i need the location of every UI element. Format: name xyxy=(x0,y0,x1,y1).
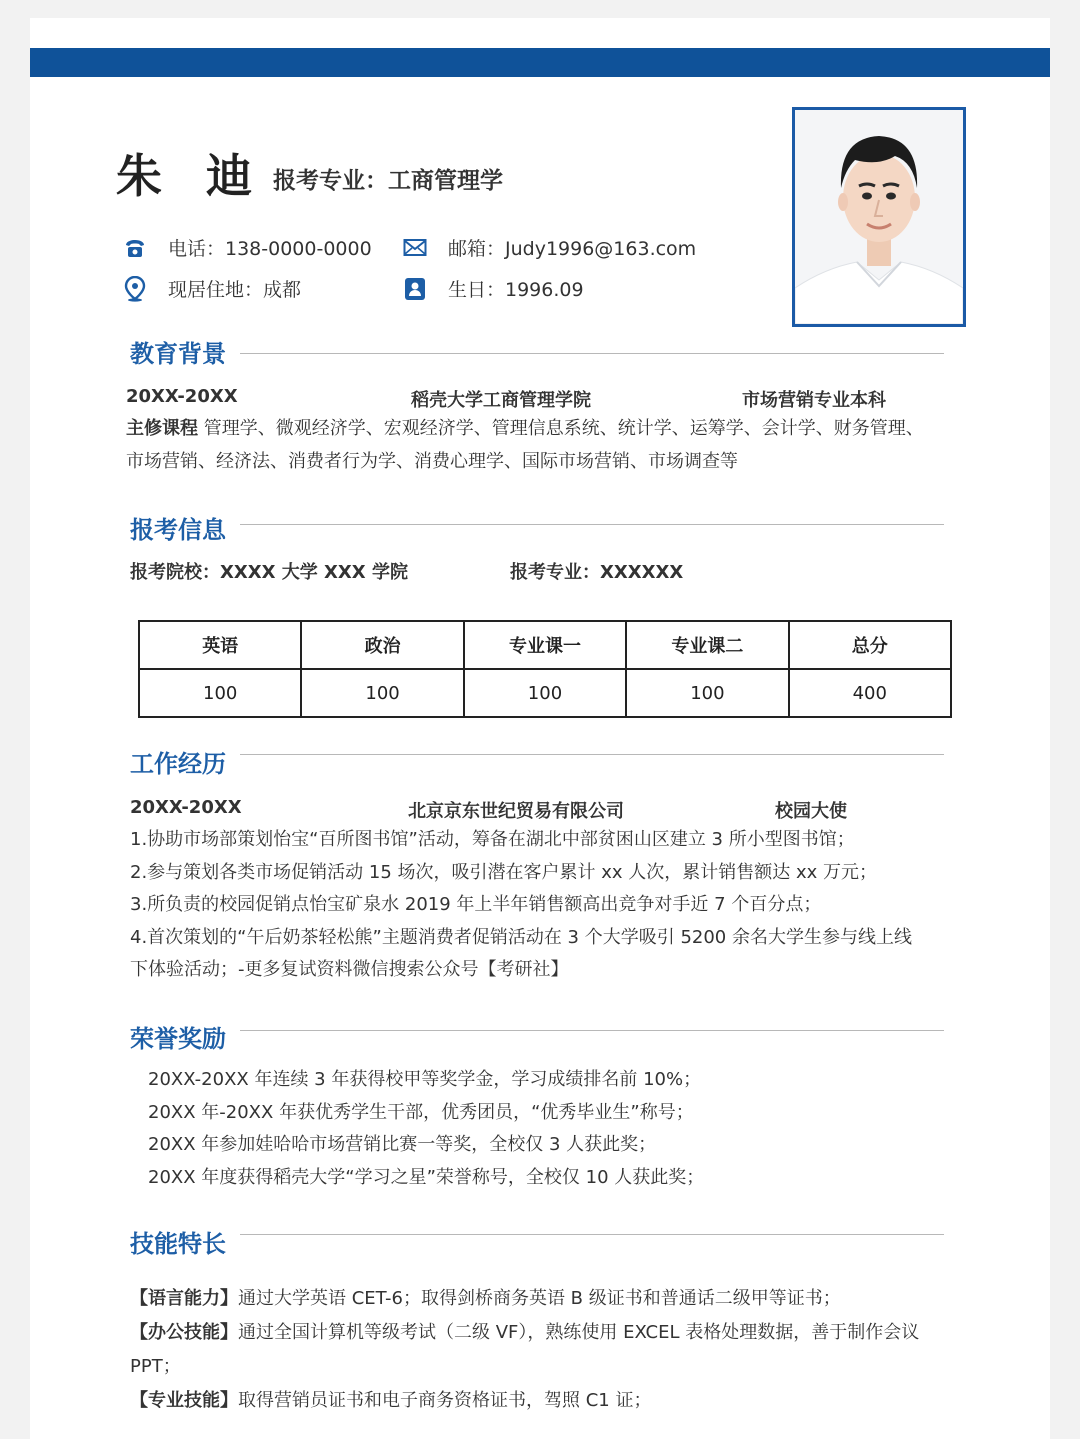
skill-label: 【语言能力】 xyxy=(130,1288,238,1309)
education-school: 稻壳大学工商管理学院 xyxy=(411,390,591,411)
score-header: 政治 xyxy=(301,621,463,669)
resume-page xyxy=(30,18,1050,1439)
target-major: 报考专业：工商管理学 xyxy=(273,168,503,194)
skills-title: 技能特长 xyxy=(130,1230,226,1258)
education-divider xyxy=(240,353,944,354)
skill-text: 通过全国计算机等级考试（二级 VF），熟练使用 EXCEL 表格处理数据，善于制作会议 xyxy=(238,1322,920,1343)
envelope-icon xyxy=(402,235,428,261)
contact-email xyxy=(402,234,696,261)
contact-birthday xyxy=(402,275,584,302)
honors-items xyxy=(148,1064,998,1194)
exam-major: 报考专业：XXXXXX xyxy=(510,562,684,583)
education-title: 教育背景 xyxy=(130,340,226,368)
work-divider xyxy=(240,754,944,755)
phone-icon xyxy=(122,235,148,261)
skill-label: 【办公技能】 xyxy=(130,1322,238,1343)
courses-line-2: 市场营销、经济法、消费者行为学、消费心理学、国际市场营销、市场调查等 xyxy=(126,450,738,472)
work-items xyxy=(130,824,1000,987)
honor-item: 20XX 年参加娃哈哈市场营销比赛一等奖，全校仅 3 人获此奖； xyxy=(148,1134,657,1155)
score-table-header-row xyxy=(139,621,951,669)
exam-title: 报考信息 xyxy=(130,516,226,544)
candidate-name: 朱 迪 xyxy=(116,149,267,203)
work-company: 北京京东世纪贸易有限公司 xyxy=(408,801,624,822)
skill-professional xyxy=(130,1384,1010,1418)
score-table xyxy=(138,620,952,718)
education-degree: 市场营销专业本科 xyxy=(742,390,886,411)
work-role: 校园大使 xyxy=(775,801,847,822)
work-item: 1.协助市场部策划怡宝“百所图书馆”活动，筹备在湖北中部贫困山区建立 3 所小型图书馆； xyxy=(130,829,855,850)
contact-phone xyxy=(122,234,372,261)
honor-item: 20XX-20XX 年连续 3 年获得校甲等奖学金，学习成绩排名前 10%； xyxy=(148,1069,702,1090)
skill-text: 通过大学英语 CET-6；取得剑桥商务英语 B 级证书和普通话二级甲等证书； xyxy=(238,1288,841,1309)
skill-office-continued: PPT； xyxy=(130,1356,181,1377)
work-item: 下体验活动；-更多复试资料微信搜索公众号【考研社】 xyxy=(130,959,569,980)
education-courses xyxy=(126,413,986,478)
work-item: 3.所负责的校园促销点怡宝矿泉水 2019 年上半年销售额高出竞争对手近 7 个百分点； xyxy=(130,894,822,915)
skill-language xyxy=(130,1282,1010,1316)
skills-list xyxy=(130,1282,1010,1418)
score-cell: 400 xyxy=(789,669,951,717)
education-period: 20XX-20XX xyxy=(126,386,238,407)
courses-line-1: 管理学、微观经济学、宏观经济学、管理信息系统、统计学、运筹学、会计学、财务管理、 xyxy=(203,418,924,439)
honor-item: 20XX 年度获得稻壳大学“学习之星”荣誉称号，全校仅 10 人获此奖； xyxy=(148,1166,705,1188)
score-cell: 100 xyxy=(139,669,301,717)
honors-title: 荣誉奖励 xyxy=(130,1025,226,1053)
score-header: 英语 xyxy=(139,621,301,669)
skill-text: 取得营销员证书和电子商务资格证书，驾照 C1 证； xyxy=(238,1390,652,1411)
top-accent-bar xyxy=(30,48,1050,77)
score-table-row xyxy=(139,669,951,717)
id-card-icon xyxy=(402,276,428,302)
score-header: 专业课二 xyxy=(626,621,788,669)
work-item: 2.参与策划各类市场促销活动 15 场次，吸引潜在客户累计 xx 人次，累计销售额达 xx 万元； xyxy=(130,861,878,883)
score-header: 总分 xyxy=(789,621,951,669)
location-pin-icon xyxy=(122,276,148,302)
skill-label: 【专业技能】 xyxy=(130,1390,238,1411)
exam-school: 报考院校：XXXX 大学 XXX 学院 xyxy=(130,562,408,583)
skill-office xyxy=(130,1316,1010,1350)
score-cell: 100 xyxy=(464,669,626,717)
work-title: 工作经历 xyxy=(130,750,226,778)
honors-divider xyxy=(240,1030,944,1031)
phone-text: 电话：138-0000-0000 xyxy=(168,238,372,260)
exam-divider xyxy=(240,524,944,525)
score-cell: 100 xyxy=(626,669,788,717)
profile-photo xyxy=(792,107,966,327)
email-text: 邮箱：Judy1996@163.com xyxy=(448,238,697,260)
work-item: 4.首次策划的“午后奶茶轻松熊”主题消费者促销活动在 3 个大学吸引 5200 余名大学生参与线上线 xyxy=(130,926,912,948)
contact-residence xyxy=(122,275,301,302)
score-cell: 100 xyxy=(301,669,463,717)
courses-label: 主修课程 xyxy=(126,418,198,439)
residence-text: 现居住地：成都 xyxy=(168,279,302,301)
birth-text: 生日：1996.09 xyxy=(448,279,584,301)
work-period: 20XX-20XX xyxy=(130,797,242,818)
skills-divider xyxy=(240,1234,944,1235)
honor-item: 20XX 年-20XX 年获优秀学生干部，优秀团员，“优秀毕业生”称号； xyxy=(148,1101,694,1123)
score-header: 专业课一 xyxy=(464,621,626,669)
